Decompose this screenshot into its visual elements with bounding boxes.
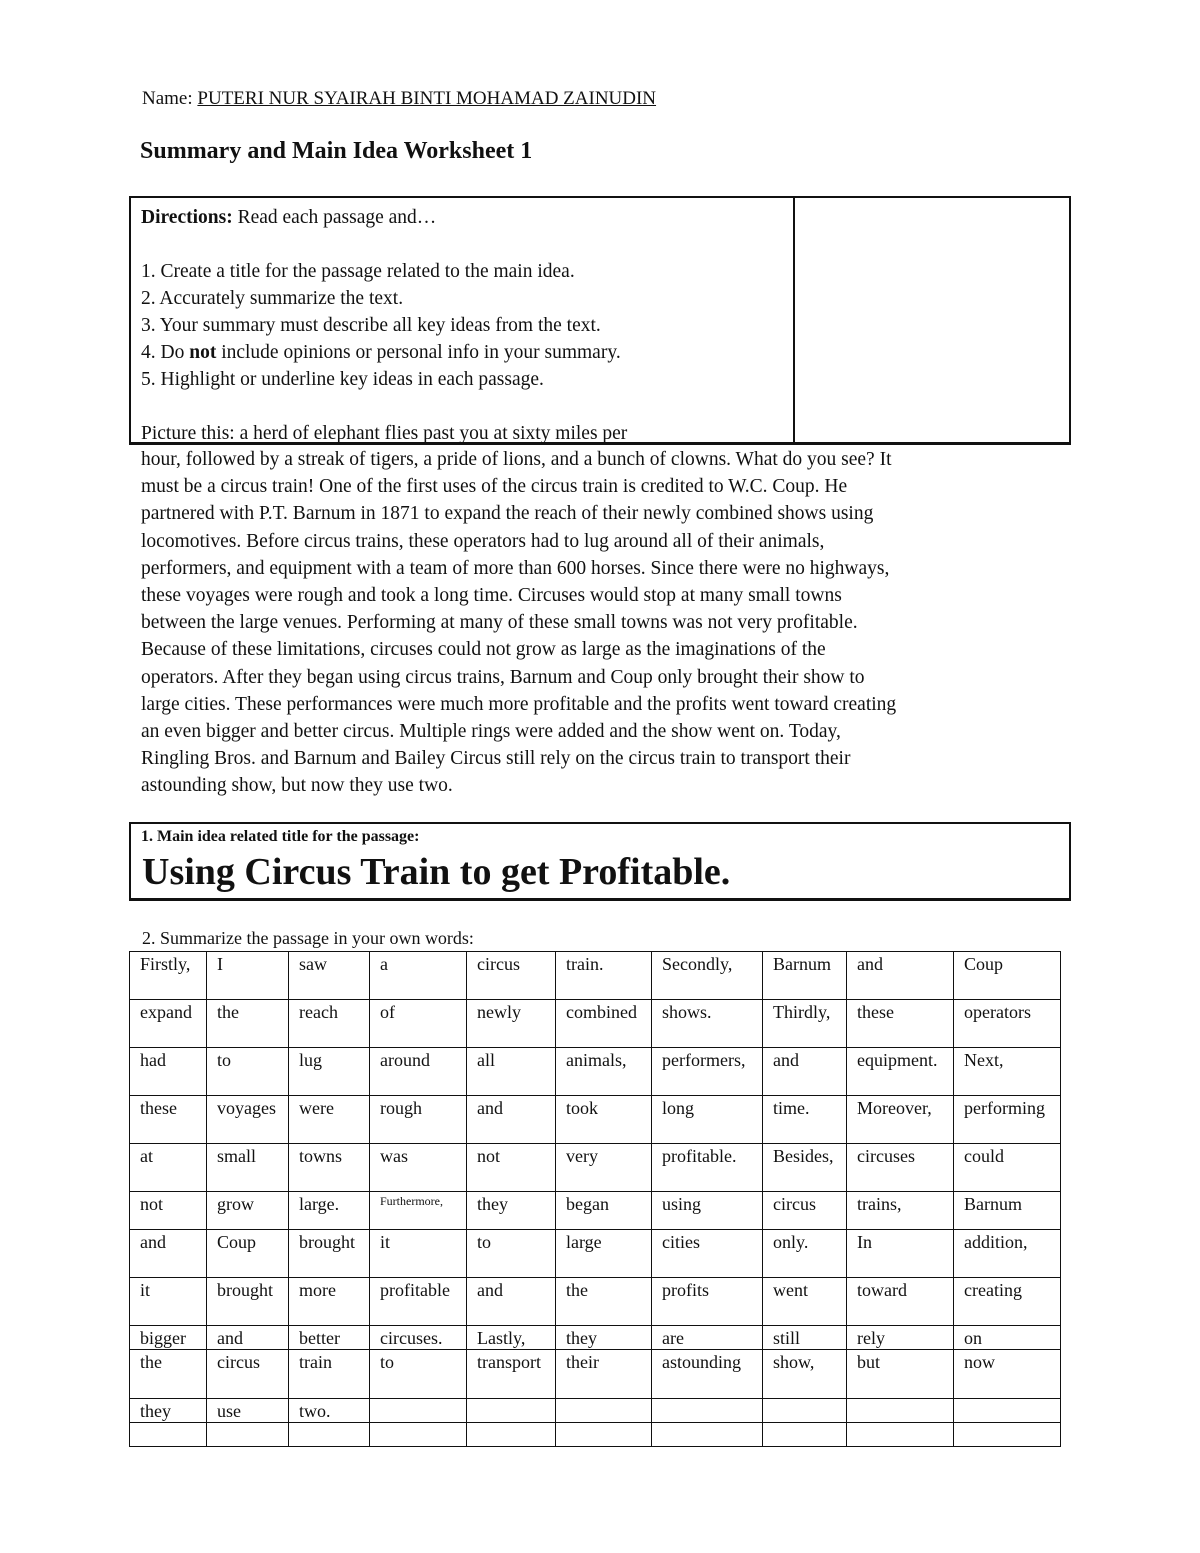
table-cell: went — [763, 1278, 847, 1326]
table-cell: was — [370, 1144, 467, 1192]
table-cell: they — [130, 1399, 207, 1423]
table-cell: newly — [467, 1000, 556, 1048]
direction-item: 3. Your summary must describe all key ideas from the text. — [141, 315, 601, 336]
table-cell — [652, 1399, 763, 1423]
table-cell: long — [652, 1096, 763, 1144]
student-name: PUTERI NUR SYAIRAH BINTI MOHAMAD ZAINUDIN — [197, 88, 657, 109]
table-cell: I — [207, 952, 289, 1000]
worksheet-title: Summary and Main Idea Worksheet 1 — [140, 138, 533, 164]
table-cell: they — [467, 1192, 556, 1230]
table-cell: they — [556, 1326, 652, 1350]
table-cell: lug — [289, 1048, 370, 1096]
table-cell: not — [467, 1144, 556, 1192]
table-cell: transport — [467, 1350, 556, 1399]
table-cell: In — [847, 1230, 954, 1278]
table-cell: time. — [763, 1096, 847, 1144]
direction-item: 1. Create a title for the passage related to the main idea. — [141, 261, 575, 282]
table-cell: train. — [556, 952, 652, 1000]
table-cell: Coup — [207, 1230, 289, 1278]
table-cell: trains, — [847, 1192, 954, 1230]
table-cell: circuses. — [370, 1326, 467, 1350]
table-cell: to — [370, 1350, 467, 1399]
table-cell: Moreover, — [847, 1096, 954, 1144]
passage-text — [141, 446, 1061, 800]
table-cell: Next, — [954, 1048, 1061, 1096]
table-cell: circuses — [847, 1144, 954, 1192]
table-cell — [954, 1399, 1061, 1423]
table-cell: show, — [763, 1350, 847, 1399]
table-cell: train — [289, 1350, 370, 1399]
table-cell — [207, 1423, 289, 1447]
table-cell: animals, — [556, 1048, 652, 1096]
direction-item: 5. Highlight or underline key ideas in each passage. — [141, 369, 544, 390]
passage-line: performers, and equipment with a team of more than 600 horses. Since there were no highways, — [141, 557, 890, 579]
table-cell — [847, 1423, 954, 1447]
table-cell: grow — [207, 1192, 289, 1230]
table-cell — [763, 1423, 847, 1447]
directions-box — [129, 196, 1071, 445]
table-cell: towns — [289, 1144, 370, 1192]
table-cell: were — [289, 1096, 370, 1144]
direction-item: 2. Accurately summarize the text. — [141, 288, 404, 309]
table-row — [130, 1048, 1061, 1096]
table-cell: large — [556, 1230, 652, 1278]
table-cell: bigger — [130, 1326, 207, 1350]
table-cell: now — [954, 1350, 1061, 1399]
table-row — [130, 1096, 1061, 1144]
passage-line: between the large venues. Performing at many of these small towns was not very profitable. — [141, 612, 858, 634]
table-cell: shows. — [652, 1000, 763, 1048]
table-cell — [763, 1399, 847, 1423]
table-cell: very — [556, 1144, 652, 1192]
table-cell: only. — [763, 1230, 847, 1278]
directions-side-box — [793, 198, 1069, 442]
table-cell: circus — [207, 1350, 289, 1399]
directions-label: Directions: — [141, 207, 233, 228]
table-cell: and — [467, 1278, 556, 1326]
passage-first-line: Picture this: a herd of elephant flies past you at sixty miles per — [141, 423, 628, 444]
main-idea-box — [129, 822, 1071, 901]
table-cell: profits — [652, 1278, 763, 1326]
table-row — [130, 1399, 1061, 1423]
table-cell: and — [847, 952, 954, 1000]
passage-line: these voyages were rough and took a long time. Circuses would stop at many small towns — [141, 585, 842, 607]
table-cell: on — [954, 1326, 1061, 1350]
table-cell: to — [467, 1230, 556, 1278]
table-cell — [467, 1423, 556, 1447]
table-cell: at — [130, 1144, 207, 1192]
passage-line: operators. After they began using circus trains, Barnum and Coup only brought their show to — [141, 666, 865, 688]
table-cell: the — [556, 1278, 652, 1326]
table-cell: but — [847, 1350, 954, 1399]
table-cell: circus — [763, 1192, 847, 1230]
table-cell: use — [207, 1399, 289, 1423]
table-cell: combined — [556, 1000, 652, 1048]
table-cell: not — [130, 1192, 207, 1230]
passage-line: Ringling Bros. and Barnum and Bailey Circus still rely on the circus train to transport their — [141, 748, 851, 770]
table-cell: expand — [130, 1000, 207, 1048]
table-cell — [954, 1423, 1061, 1447]
table-cell: Furthermore, — [370, 1192, 467, 1230]
passage-line: an even bigger and better circus. Multiple rings were added and the show went on. Today, — [141, 721, 841, 743]
table-cell: it — [370, 1230, 467, 1278]
table-cell: two. — [289, 1399, 370, 1423]
table-cell: the — [130, 1350, 207, 1399]
table-cell: performers, — [652, 1048, 763, 1096]
table-cell: Thirdly, — [763, 1000, 847, 1048]
name-line — [142, 88, 656, 110]
table-cell: and — [467, 1096, 556, 1144]
table-cell — [556, 1423, 652, 1447]
table-cell: are — [652, 1326, 763, 1350]
passage-line: partnered with P.T. Barnum in 1871 to expand the reach of their newly combined shows using — [141, 503, 874, 525]
table-cell: could — [954, 1144, 1061, 1192]
table-row — [130, 1230, 1061, 1278]
table-cell: operators — [954, 1000, 1061, 1048]
passage-line: astounding show, but now they use two. — [141, 775, 453, 797]
table-cell — [467, 1399, 556, 1423]
table-cell: took — [556, 1096, 652, 1144]
table-cell: their — [556, 1350, 652, 1399]
table-cell: reach — [289, 1000, 370, 1048]
summary-word-table — [129, 951, 1061, 1447]
passage-line: Because of these limitations, circuses could not grow as large as the imaginations of the — [141, 639, 826, 661]
table-cell — [370, 1399, 467, 1423]
table-cell: and — [763, 1048, 847, 1096]
directions-text — [141, 204, 786, 447]
table-cell: saw — [289, 952, 370, 1000]
table-cell: performing — [954, 1096, 1061, 1144]
table-cell: Lastly, — [467, 1326, 556, 1350]
table-row — [130, 1144, 1061, 1192]
table-cell: equipment. — [847, 1048, 954, 1096]
main-idea-label: 1. Main idea related title for the passage: — [141, 828, 420, 845]
table-cell: Barnum — [763, 952, 847, 1000]
table-cell: addition, — [954, 1230, 1061, 1278]
table-row — [130, 1278, 1061, 1326]
table-cell: it — [130, 1278, 207, 1326]
passage-line: must be a circus train! One of the first uses of the circus train is credited to W.C. Coup. He — [141, 476, 848, 498]
table-cell: began — [556, 1192, 652, 1230]
passage-line: hour, followed by a streak of tigers, a pride of lions, and a bunch of clowns. What do you see? It — [141, 449, 892, 470]
summary-label: 2. Summarize the passage in your own words: — [142, 928, 474, 948]
table-cell: profitable. — [652, 1144, 763, 1192]
table-cell: brought — [289, 1230, 370, 1278]
table-row — [130, 1326, 1061, 1350]
table-cell: voyages — [207, 1096, 289, 1144]
table-cell: small — [207, 1144, 289, 1192]
table-cell: rough — [370, 1096, 467, 1144]
name-label: Name: — [142, 88, 198, 109]
table-row — [130, 1423, 1061, 1447]
passage-line: locomotives. Before circus trains, these operators had to lug around all of their animals, — [141, 530, 825, 552]
table-cell: had — [130, 1048, 207, 1096]
table-cell: of — [370, 1000, 467, 1048]
table-cell: rely — [847, 1326, 954, 1350]
table-cell: to — [207, 1048, 289, 1096]
table-cell: and — [207, 1326, 289, 1350]
table-cell: circus — [467, 952, 556, 1000]
direction-item: 4. Do not include opinions or personal info in your summary. — [141, 342, 621, 363]
passage-line: large cities. These performances were much more profitable and the profits went toward creating — [141, 693, 897, 715]
table-cell: these — [847, 1000, 954, 1048]
table-cell: a — [370, 952, 467, 1000]
main-idea-title: Using Circus Train to get Profitable. — [142, 851, 731, 893]
table-cell — [652, 1423, 763, 1447]
directions-intro: Directions: Read each passage and… — [141, 207, 437, 228]
table-cell: large. — [289, 1192, 370, 1230]
table-cell: all — [467, 1048, 556, 1096]
table-cell — [130, 1423, 207, 1447]
table-row — [130, 952, 1061, 1000]
table-cell — [370, 1423, 467, 1447]
table-row — [130, 1000, 1061, 1048]
table-cell — [847, 1399, 954, 1423]
table-cell: brought — [207, 1278, 289, 1326]
table-cell: creating — [954, 1278, 1061, 1326]
table-cell — [556, 1399, 652, 1423]
table-cell: more — [289, 1278, 370, 1326]
table-cell: profitable — [370, 1278, 467, 1326]
table-cell: toward — [847, 1278, 954, 1326]
table-cell: Coup — [954, 952, 1061, 1000]
table-cell: Firstly, — [130, 952, 207, 1000]
table-cell: Barnum — [954, 1192, 1061, 1230]
table-row — [130, 1192, 1061, 1230]
table-cell — [289, 1423, 370, 1447]
table-cell: better — [289, 1326, 370, 1350]
table-cell: using — [652, 1192, 763, 1230]
table-row — [130, 1350, 1061, 1399]
table-cell: and — [130, 1230, 207, 1278]
table-cell: cities — [652, 1230, 763, 1278]
table-cell: these — [130, 1096, 207, 1144]
table-cell: around — [370, 1048, 467, 1096]
table-cell: astounding — [652, 1350, 763, 1399]
table-cell: the — [207, 1000, 289, 1048]
table-cell: Besides, — [763, 1144, 847, 1192]
table-cell: Secondly, — [652, 952, 763, 1000]
table-cell: still — [763, 1326, 847, 1350]
